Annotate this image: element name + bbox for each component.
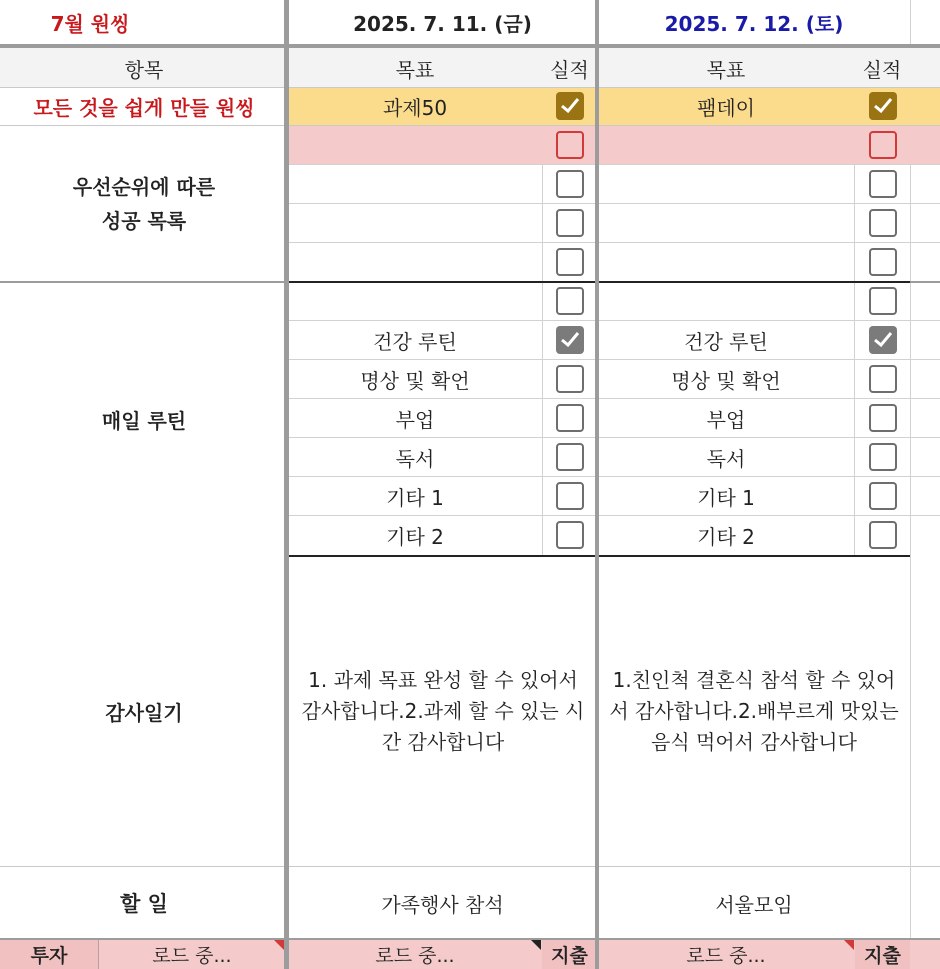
day2-routine-checkbox-4[interactable] (869, 443, 897, 471)
day2-routine-0[interactable] (598, 283, 854, 320)
day2-routine-checkbox-2[interactable] (869, 365, 897, 393)
day2-loading[interactable]: 로드 중... (686, 945, 766, 967)
day1-date: 2025. 7. 11. (금) (353, 11, 532, 36)
day1-routine-0[interactable] (288, 283, 542, 320)
success-list-label-line2: 성공 목록 (101, 209, 187, 233)
day2-routine-checkbox-3[interactable] (869, 404, 897, 432)
day2-routine-1[interactable]: 건강 루틴 (684, 329, 768, 354)
day1-routine-5[interactable]: 기타 1 (386, 485, 444, 510)
priority-row-bg (288, 126, 940, 164)
day2-priority-checkbox-4[interactable] (869, 248, 897, 276)
day2-routine-checkbox-0[interactable] (869, 287, 897, 315)
day2-routine-5[interactable]: 기타 1 (697, 485, 755, 510)
day1-routine-checkbox-0[interactable] (556, 287, 584, 315)
header-result-day2: 실적 (862, 57, 902, 82)
header-goal-day2: 목표 (706, 57, 746, 82)
sheet-title: 7월 원씽 (50, 11, 130, 36)
day2-routine-checkbox-5[interactable] (869, 482, 897, 510)
header-item: 항목 (124, 57, 164, 82)
one-thing-label: 모든 것을 쉽게 만들 원씽 (33, 96, 255, 120)
day2-expense-label: 지출 (855, 940, 910, 969)
day1-routine-6[interactable]: 기타 2 (386, 525, 444, 549)
day2-priority-checkbox-2[interactable] (869, 170, 897, 198)
day1-todo[interactable]: 가족행사 참석 (381, 892, 504, 917)
success-list-label (0, 126, 288, 282)
day2-priority-checkbox-3[interactable] (869, 209, 897, 237)
day1-routine-checkbox-4[interactable] (556, 443, 584, 471)
daily-routine-label: 매일 루틴 (101, 408, 187, 433)
divider-left (284, 0, 289, 969)
gratitude-label: 감사일기 (105, 701, 183, 725)
day1-routine-2[interactable]: 명상 및 확언 (360, 368, 470, 393)
success-list-label-line1: 우선순위에 따른 (72, 175, 216, 199)
day1-routine-checkbox-1[interactable] (556, 326, 584, 354)
day1-routine-checkbox-6[interactable] (556, 521, 584, 549)
invest-loading[interactable]: 로드 중... (152, 945, 232, 967)
day2-one-thing[interactable]: 팸데이 (697, 96, 755, 120)
day2-routine-3[interactable]: 부업 (706, 407, 746, 432)
day1-routine-checkbox-2[interactable] (556, 365, 584, 393)
day1-loading[interactable]: 로드 중... (375, 945, 455, 967)
day1-one-thing-checkbox[interactable] (556, 92, 584, 120)
day1-priority-checkbox-1[interactable] (556, 131, 584, 159)
day1-routine-4[interactable]: 독서 (395, 446, 435, 471)
day1-priority-checkbox-3[interactable] (556, 209, 584, 237)
day1-routine-checkbox-5[interactable] (556, 482, 584, 510)
invest-label: 투자 (0, 940, 98, 969)
day1-gratitude[interactable]: 1. 과제 목표 완성 할 수 있어서 감사합니다.2.과제 할 수 있는 시간 감사합니다 (301, 668, 585, 754)
header-goal-day1: 목표 (395, 57, 435, 82)
day2-priority-checkbox-1[interactable] (869, 131, 897, 159)
day2-routine-checkbox-6[interactable] (869, 521, 897, 549)
day1-expense-label: 지출 (542, 940, 597, 969)
day1-routine-3[interactable]: 부업 (395, 407, 435, 432)
day1-routine-checkbox-3[interactable] (556, 404, 584, 432)
day2-routine-4[interactable]: 독서 (706, 446, 746, 471)
day2-one-thing-checkbox[interactable] (869, 92, 897, 120)
day2-gratitude[interactable]: 1.친인척 결혼식 참석 할 수 있어서 감사합니다.2.배부르게 맛있는 음식 먹어서 감사합니다 (609, 668, 899, 754)
day2-routine-checkbox-1[interactable] (869, 326, 897, 354)
divider-mid (595, 0, 599, 969)
day2-routine-6[interactable]: 기타 2 (697, 525, 755, 549)
day1-routine-1[interactable]: 건강 루틴 (373, 329, 457, 354)
day2-date: 2025. 7. 12. (토) (664, 11, 844, 36)
day1-priority-checkbox-2[interactable] (556, 170, 584, 198)
day2-routine-2[interactable]: 명상 및 확언 (671, 368, 781, 393)
day1-priority-checkbox-4[interactable] (556, 248, 584, 276)
header-result-day1: 실적 (550, 57, 589, 82)
todo-label: 할 일 (120, 892, 168, 916)
day2-todo[interactable]: 서울모임 (715, 892, 793, 917)
day1-one-thing[interactable]: 과제50 (382, 96, 448, 120)
